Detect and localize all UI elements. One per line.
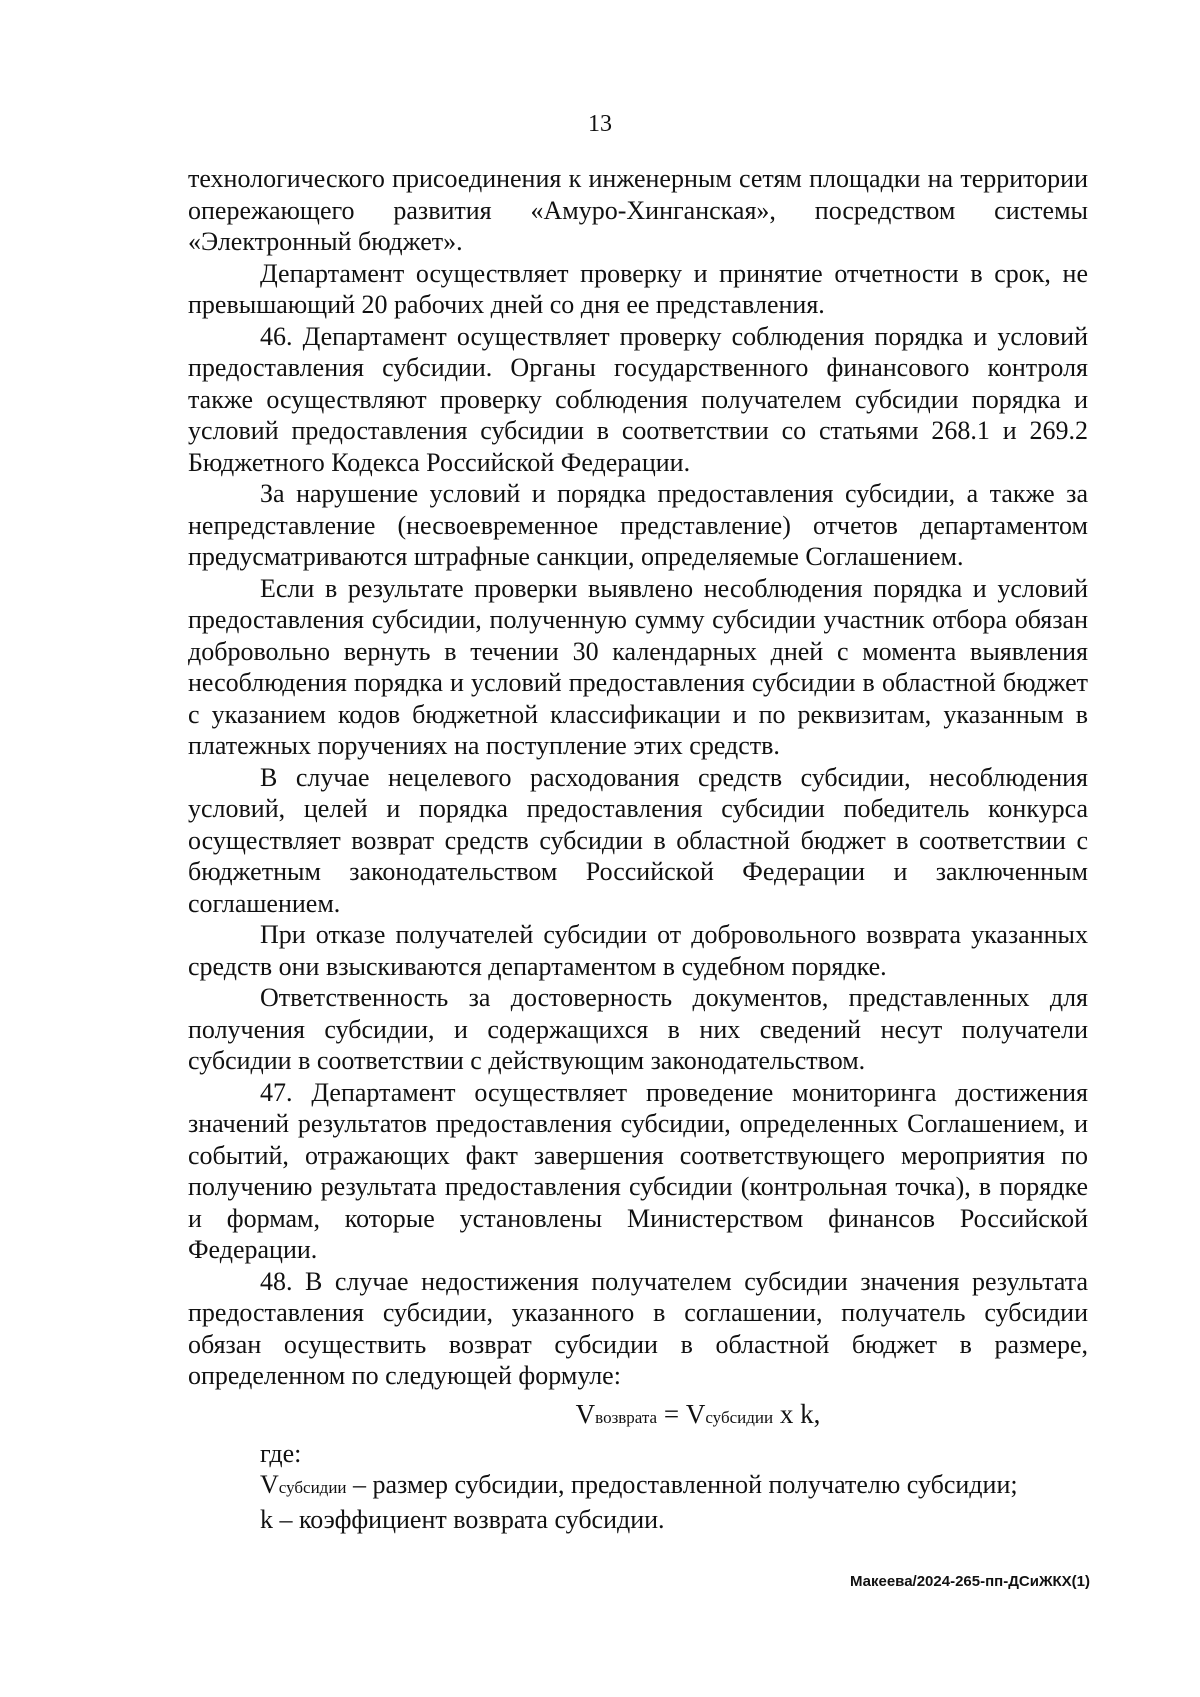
paragraph-voluntary-return: Если в результате проверки выявлено несоблюдения порядка и условий предоставления субсидии, полученную сумму субсидии участник отбора обязан добровольно вернуть в течении 30 календарных дней с момента выявления несоблюдения порядка и условий предоставления субсидии в областной бюджет с указанием кодов бюджетной классификации и по реквизитам, указанным в платежных поручениях на поступление этих средств. (188, 573, 1088, 760)
definitions-where: где: (260, 1438, 302, 1468)
paragraph-47: 47. Департамент осуществляет проведение мониторинга достижения значений результатов предоставления субсидии, определенных Соглашением, и событий, отражающих факт завершения соответствующего мероприятия по получению результата предоставления субсидии (контрольная точка), в порядке и формам, которые установлены Министерством финансов Российской Федерации. (188, 1077, 1088, 1264)
definition-v-subscript: субсидии (278, 1478, 347, 1497)
formula-rhs-subscript: субсидии (705, 1407, 774, 1427)
page-number: 13 (588, 111, 612, 137)
paragraph-48: 48. В случае недостижения получателем субсидии значения результата предоставления субсидии, указанного в соглашении, получатель субсидии обязан осуществить возврат субсидии в областной бюджет в размере, определенном по следующей формуле: (188, 1266, 1088, 1390)
formula-definitions (188, 1438, 1088, 1536)
return-formula (188, 1398, 1088, 1434)
definition-v-symbol: V (260, 1470, 279, 1499)
paragraph-continuation: технологического присоединения к инженерным сетям площадки на территории опережающего развития «Амуро-Хинганская», посредством системы «Электронный бюджет». (188, 164, 1088, 256)
definition-v-subsidy (188, 1469, 1088, 1504)
document-body (188, 163, 1088, 1535)
formula-lhs-symbol: V (575, 1398, 596, 1429)
paragraph-court-recovery: При отказе получателей субсидии от добровольного возврата указанных средств они взыскиваются департаментом в судебном порядке. (188, 920, 1088, 981)
definition-v-text: – размер субсидии, предоставленной получателю субсидии; (346, 1470, 1018, 1499)
formula-rhs-symbol: V (685, 1398, 706, 1429)
document-code: Макеева/2024-265-пп-ДСиЖКХ(1) (849, 1573, 1090, 1590)
formula-lhs-subscript: возврата (595, 1407, 658, 1427)
paragraph-report-review: Департамент осуществляет проверку и принятие отчетности в срок, не превышающий 20 рабочих дней со дня ее представления. (188, 258, 1088, 319)
paragraph-misuse-return: В случае нецелевого расходования средств субсидии, несоблюдения условий, целей и порядка предоставления субсидии победитель конкурса осуществляет возврат средств субсидии в областной бюджет в соответствии с бюджетным законодательством Российской Федерации и заключенным соглашением. (188, 762, 1088, 918)
paragraph-responsibility: Ответственность за достоверность документов, представленных для получения субсидии, и содержащихся в них сведений несут получатели субсидии в соответствии с действующим законодательством. (188, 983, 1088, 1075)
definition-k: k – коэффициент возврата субсидии. (260, 1504, 665, 1534)
formula-rhs-tail: x k, (773, 1398, 821, 1429)
paragraph-46: 46. Департамент осуществляет проверку соблюдения порядка и условий предоставления субсидии. Органы государственного финансового контроля также осуществляют проверку соблюдения получателем субсидии порядка и условий предоставления субсидии в соответствии со статьями 268.1 и 269.2 Бюджетного Кодекса Российской Федерации. (188, 321, 1088, 477)
formula-equals: = (657, 1398, 686, 1429)
paragraph-penalties: За нарушение условий и порядка предоставления субсидии, а также за непредставление (несвоевременное представление) отчетов департаментом предусматриваются штрафные санкции, определяемые Соглашением. (188, 479, 1088, 571)
